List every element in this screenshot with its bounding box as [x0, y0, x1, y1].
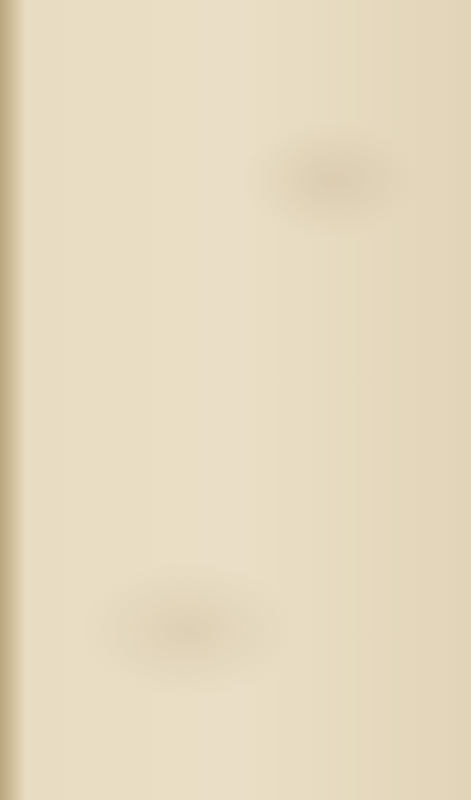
page-gutter-shadow [0, 0, 26, 800]
paper-stain [80, 560, 300, 700]
paper-stain [240, 120, 420, 240]
ornament-divider [52, 360, 422, 374]
